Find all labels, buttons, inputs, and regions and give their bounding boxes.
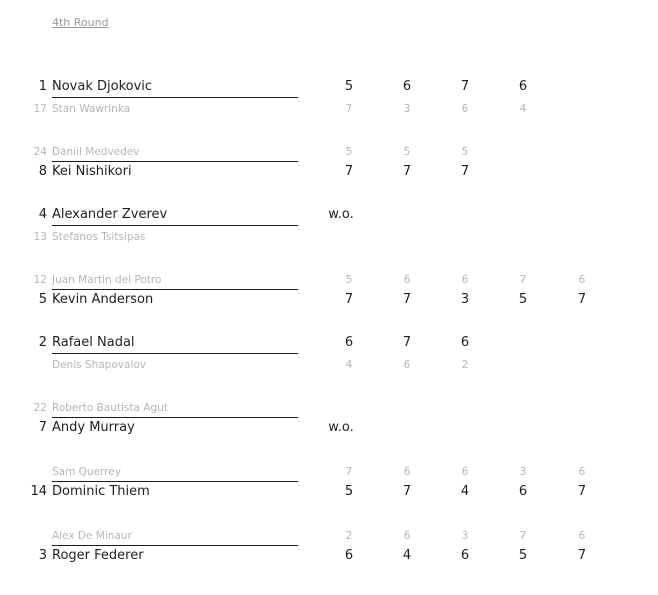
set-score: 7 (577, 548, 587, 563)
set-score: 6 (402, 79, 412, 94)
player-name: Rafael Nadal (52, 335, 135, 350)
player-row (0, 547, 658, 569)
set-score: 6 (344, 335, 354, 350)
set-score: 3 (460, 292, 470, 307)
set-score: 6 (403, 530, 411, 542)
set-score: 7 (402, 292, 412, 307)
set-score: 6 (578, 530, 586, 542)
set-score: 5 (518, 292, 528, 307)
match-divider (52, 353, 298, 354)
player-name: Alexander Zverev (52, 207, 168, 222)
set-score: 5 (345, 146, 353, 158)
player-seed: 13 (33, 231, 47, 243)
walkover-label: w.o. (328, 420, 354, 435)
player-seed: 12 (33, 274, 47, 286)
set-score: 6 (403, 274, 411, 286)
player-name: Dominic Thiem (52, 484, 150, 499)
player-row (0, 483, 658, 505)
player-row (0, 163, 658, 185)
set-score: 4 (345, 359, 353, 371)
player-seed: 8 (38, 164, 47, 179)
set-score: 7 (344, 292, 354, 307)
set-score: 7 (402, 164, 412, 179)
set-score: 2 (345, 530, 353, 542)
player-seed: 24 (33, 146, 47, 158)
set-score: 3 (461, 530, 469, 542)
set-score: 6 (344, 548, 354, 563)
player-name: Roger Federer (52, 548, 144, 563)
player-seed: 1 (38, 79, 47, 94)
match-divider (52, 545, 298, 546)
set-score: 6 (461, 103, 469, 115)
player-name: Roberto Bautista Agut (52, 402, 168, 414)
set-score: 5 (345, 274, 353, 286)
set-score: 6 (578, 466, 586, 478)
match-divider (52, 417, 298, 418)
player-name: Denis Shapovalov (52, 359, 146, 371)
player-seed: 5 (38, 292, 47, 307)
set-score: 5 (344, 79, 354, 94)
set-score: 3 (519, 466, 527, 478)
player-row (0, 229, 658, 251)
set-score: 6 (578, 274, 586, 286)
player-row (0, 419, 658, 441)
set-score: 7 (577, 292, 587, 307)
set-score: 6 (461, 274, 469, 286)
player-seed: 22 (33, 402, 47, 414)
match-divider (52, 161, 298, 162)
player-name: Novak Djokovic (52, 79, 153, 94)
set-score: 7 (402, 484, 412, 499)
set-score: 7 (345, 466, 353, 478)
set-score: 6 (460, 335, 470, 350)
match-divider (52, 289, 298, 290)
player-seed: 2 (38, 335, 47, 350)
set-score: 5 (403, 146, 411, 158)
set-score: 6 (403, 359, 411, 371)
player-name: Stefanos Tsitsipas (52, 231, 146, 243)
set-score: 7 (460, 164, 470, 179)
player-seed: 7 (38, 420, 47, 435)
player-name: Juan Martin del Potro (52, 274, 162, 286)
set-score: 6 (460, 548, 470, 563)
set-score: 5 (344, 484, 354, 499)
set-score: 7 (519, 530, 527, 542)
player-seed: 17 (33, 103, 47, 115)
set-score: 6 (518, 79, 528, 94)
set-score: 6 (403, 466, 411, 478)
set-score: 7 (402, 335, 412, 350)
set-score: 7 (460, 79, 470, 94)
set-score: 5 (461, 146, 469, 158)
round-link[interactable]: 4th Round (52, 16, 109, 29)
player-seed: 4 (38, 207, 47, 222)
player-name: Stan Wawrinka (52, 103, 131, 115)
set-score: 4 (402, 548, 412, 563)
set-score: 7 (345, 103, 353, 115)
match-divider (52, 481, 298, 482)
player-row (0, 101, 658, 123)
player-name: Sam Querrey (52, 466, 121, 478)
match-divider (52, 225, 298, 226)
set-score: 7 (577, 484, 587, 499)
player-seed: 3 (38, 548, 47, 563)
set-score: 6 (518, 484, 528, 499)
player-row (0, 291, 658, 313)
set-score: 2 (461, 359, 469, 371)
match-divider (52, 97, 298, 98)
set-score: 3 (403, 103, 411, 115)
set-score: 6 (461, 466, 469, 478)
player-name: Kevin Anderson (52, 292, 154, 307)
player-name: Alex De Minaur (52, 530, 132, 542)
set-score: 7 (519, 274, 527, 286)
set-score: 4 (519, 103, 527, 115)
player-name: Daniil Medvedev (52, 146, 140, 158)
player-row (0, 357, 658, 379)
set-score: 7 (344, 164, 354, 179)
player-seed: 14 (30, 484, 47, 499)
set-score: 4 (460, 484, 470, 499)
player-name: Kei Nishikori (52, 164, 132, 179)
set-score: 5 (518, 548, 528, 563)
walkover-label: w.o. (328, 207, 354, 222)
player-name: Andy Murray (52, 420, 135, 435)
